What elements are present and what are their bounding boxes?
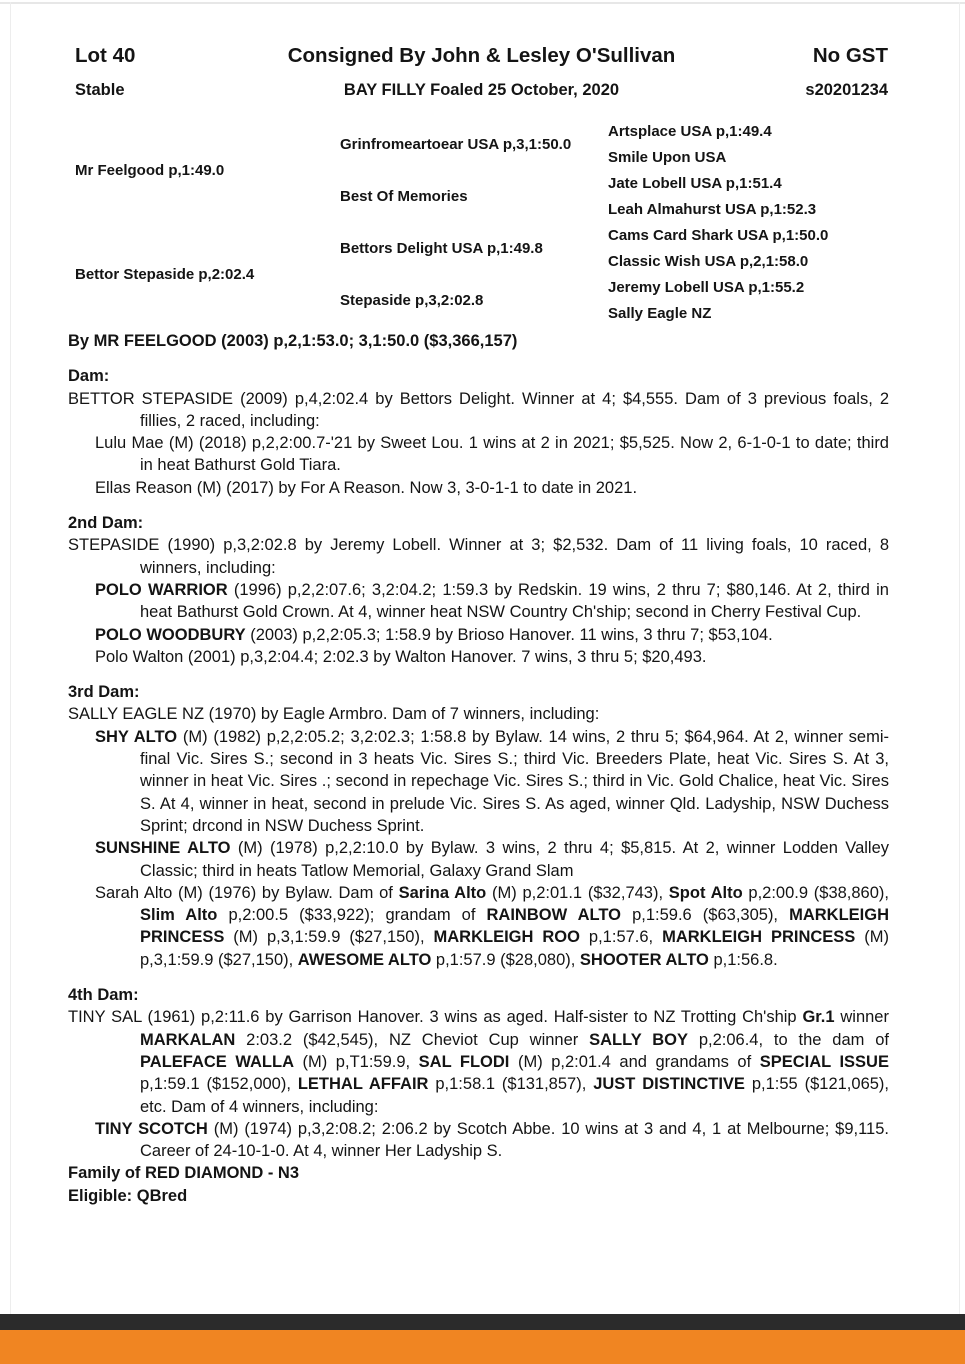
consignor-title: Consigned By John & Lesley O'Sullivan — [287, 44, 676, 67]
gst-status: No GST — [812, 44, 888, 67]
pedigree-horse: Jeremy Lobell USA p,1:55.2 — [608, 278, 805, 296]
pedigree-horse: Artsplace USA p,1:49.4 — [608, 122, 772, 140]
footer-dark-bar — [0, 1314, 965, 1330]
pedigree-paragraph: STEPASIDE (1990) p,3,2:02.8 by Jeremy Lobell. Winner at 3; $2,532. Dam of 11 living foals, 10 raced, 8 winners, including: — [68, 536, 889, 577]
pedigree-horse: Stepaside p,3,2:02.8 — [340, 291, 484, 309]
pedigree-paragraph: POLO WOODBURY (2003) p,2,2:05.3; 1:58.9 by Brioso Hanover. 11 wins, 3 thru 7; $53,104. — [95, 625, 773, 644]
page-edge-top — [0, 2, 965, 4]
pedigree-horse: Classic Wish USA p,2,1:58.0 — [608, 252, 809, 270]
pedigree-horse: Bettor Stepaside p,2:02.4 — [75, 265, 255, 283]
pedigree-paragraph: SUNSHINE ALTO (M) (1978) p,2,2:10.0 by Bylaw. 3 wins, 2 thru 4; $5,815. At 2, winner Lodden Valley Classic; third in heats Tatlow Memorial, Galaxy Grand Slam — [95, 839, 889, 880]
family-line: Family of RED DIAMOND - N3 — [68, 1164, 300, 1183]
pedigree-paragraph: SALLY EAGLE NZ (1970) by Eagle Armbro. Dam of 7 winners, including: — [68, 705, 600, 724]
pedigree-gen2 — [340, 118, 608, 326]
pedigree-horse: Sally Eagle NZ — [608, 304, 712, 322]
footer-accent-bar — [0, 1330, 965, 1364]
pedigree-paragraph: Ellas Reason (M) (2017) by For A Reason. Now 3, 3-0-1-1 to date in 2021. — [95, 478, 638, 497]
pedigree-paragraph: BETTOR STEPASIDE (2009) p,4,2:02.4 by Bettors Delight. Winner at 4; $4,555. Dam of 3 previous foals, 2 fillies, 2 raced, including: — [68, 389, 889, 430]
page-edge-left — [10, 2, 11, 1314]
header-row-1 — [75, 44, 888, 68]
pedigree-paragraph: TINY SCOTCH (M) (1974) p,3,2:08.2; 2:06.2 by Scotch Abbe. 10 wins at 3 and 4, 1 at Melbourne; $9,115. Career of 24-10-1-0. At 4, winner Her Ladyship S. — [95, 1119, 889, 1161]
sire-line: By MR FEELGOOD (2003) p,2,1:53.0; 3,1:50.0 ($3,366,157) — [68, 332, 518, 350]
pedigree-paragraph: Sarah Alto (M) (1976) by Bylaw. Dam of Sarina Alto (M) p,2:01.1 ($32,743), Spot Alto p,2:00.9 ($38,860), Slim Alto p,2:00.5 ($33,922); grandam of RAINBOW ALTO p,1:59.6 ($63,305), MARKLEIGH PRINCESS (M) p,3,1:59.9 ($27,150), MARKLEIGH ROO p,1:57.6, MARKLEIGH PRINCESS (M) p,3,1:59.9 ($27,150), AWESOME ALTO p,1:57.9 ($28,080), SHOOTER ALTO p,1:56.8. — [95, 883, 890, 969]
page-edge-right — [959, 2, 960, 1314]
pedigree-details — [68, 330, 889, 1207]
pedigree-horse: Jate Lobell USA p,1:51.4 — [608, 174, 782, 192]
pedigree-paragraph: SHY ALTO (M) (1982) p,2,2:05.2; 3,2:02.3; 1:58.8 by Bylaw. 14 wins, 2 thru 5; $64,964. At 2, winner semi-final Vic. Sires S.; second in 3 heats Vic. Sires S.; third Vic. Breeders Plate, heat Vic. Sires S. At 3, winner in heat Vic. Sires .; second in repechage Vic. Sires S.; third in Vic. Gold Chalice, heat Vic. Sires S. At 4, winner in heat, second in prelude Vic. Sires S. As aged, winner Qld. Ladyship, NSW Duchess Sprint; drcond in NSW Duchess Sprint. — [95, 727, 889, 835]
section-label: 2nd Dam: — [68, 514, 144, 533]
lot-number: Lot 40 — [75, 44, 136, 67]
eligible-line: Eligible: QBred — [68, 1186, 188, 1205]
pedigree-gen3 — [608, 118, 940, 326]
stable-label: Stable — [75, 81, 125, 99]
section-label: 3rd Dam: — [68, 683, 140, 702]
pedigree-horse: Cams Card Shark USA p,1:50.0 — [608, 226, 829, 244]
pedigree-horse: Grinfromeartoear USA p,3,1:50.0 — [340, 135, 572, 153]
header-row-2 — [75, 81, 888, 100]
pedigree-paragraph: Lulu Mae (M) (2018) p,2,2:00.7-'21 by Sweet Lou. 1 wins at 2 in 2021; $5,525. Now 2, 6-1-0-1 to date; third in heat Bathurst Gold Tiara. — [95, 434, 889, 475]
dam-sections — [68, 365, 889, 1162]
catalog-id: s20201234 — [805, 81, 888, 99]
pedigree-table — [75, 118, 940, 326]
header — [75, 44, 888, 100]
section-label: 4th Dam: — [68, 986, 139, 1005]
pedigree-paragraph: POLO WARRIOR (1996) p,2,2:07.6; 3,2:04.2; 1:59.3 by Redskin. 19 wins, 2 thru 7; $80,146. At 2, third in heat Bathurst Gold Crown. At 4, winner heat NSW Country Ch'ship; second in Cherry Festival Cup. — [95, 580, 889, 622]
pedigree-paragraph: Polo Walton (2001) p,3,2:04.4; 2:02.3 by Walton Hanover. 7 wins, 3 thru 5; $20,493. — [95, 647, 707, 666]
section-label: Dam: — [68, 367, 110, 386]
pedigree-horse: Smile Upon USA — [608, 148, 727, 166]
pedigree-horse: Best Of Memories — [340, 187, 468, 205]
pedigree-horse: Mr Feelgood p,1:49.0 — [75, 161, 225, 179]
foaling-details: BAY FILLY Foaled 25 October, 2020 — [343, 81, 620, 99]
pedigree-horse: Leah Almahurst USA p,1:52.3 — [608, 200, 817, 218]
pedigree-horse: Bettors Delight USA p,1:49.8 — [340, 239, 543, 257]
pedigree-gen1 — [75, 118, 340, 326]
pedigree-paragraph: TINY SAL (1961) p,2:11.6 by Garrison Hanover. 3 wins as aged. Half-sister to NZ Trotting Ch'ship Gr.1 winner MARKALAN 2:03.2 ($42,545), NZ Cheviot Cup winner SALLY BOY p,2:06.4, to the dam of PALEFACE WALLA (M) p,T1:59.9, SAL FLODI (M) p,2:01.4 and grandams of SPECIAL ISSUE p,1:59.1 ($152,000), LETHAL AFFAIR p,1:58.1 ($131,857), JUST DISTINCTIVE p,1:55 ($121,065), etc. Dam of 4 winners, including: — [68, 1008, 889, 1116]
